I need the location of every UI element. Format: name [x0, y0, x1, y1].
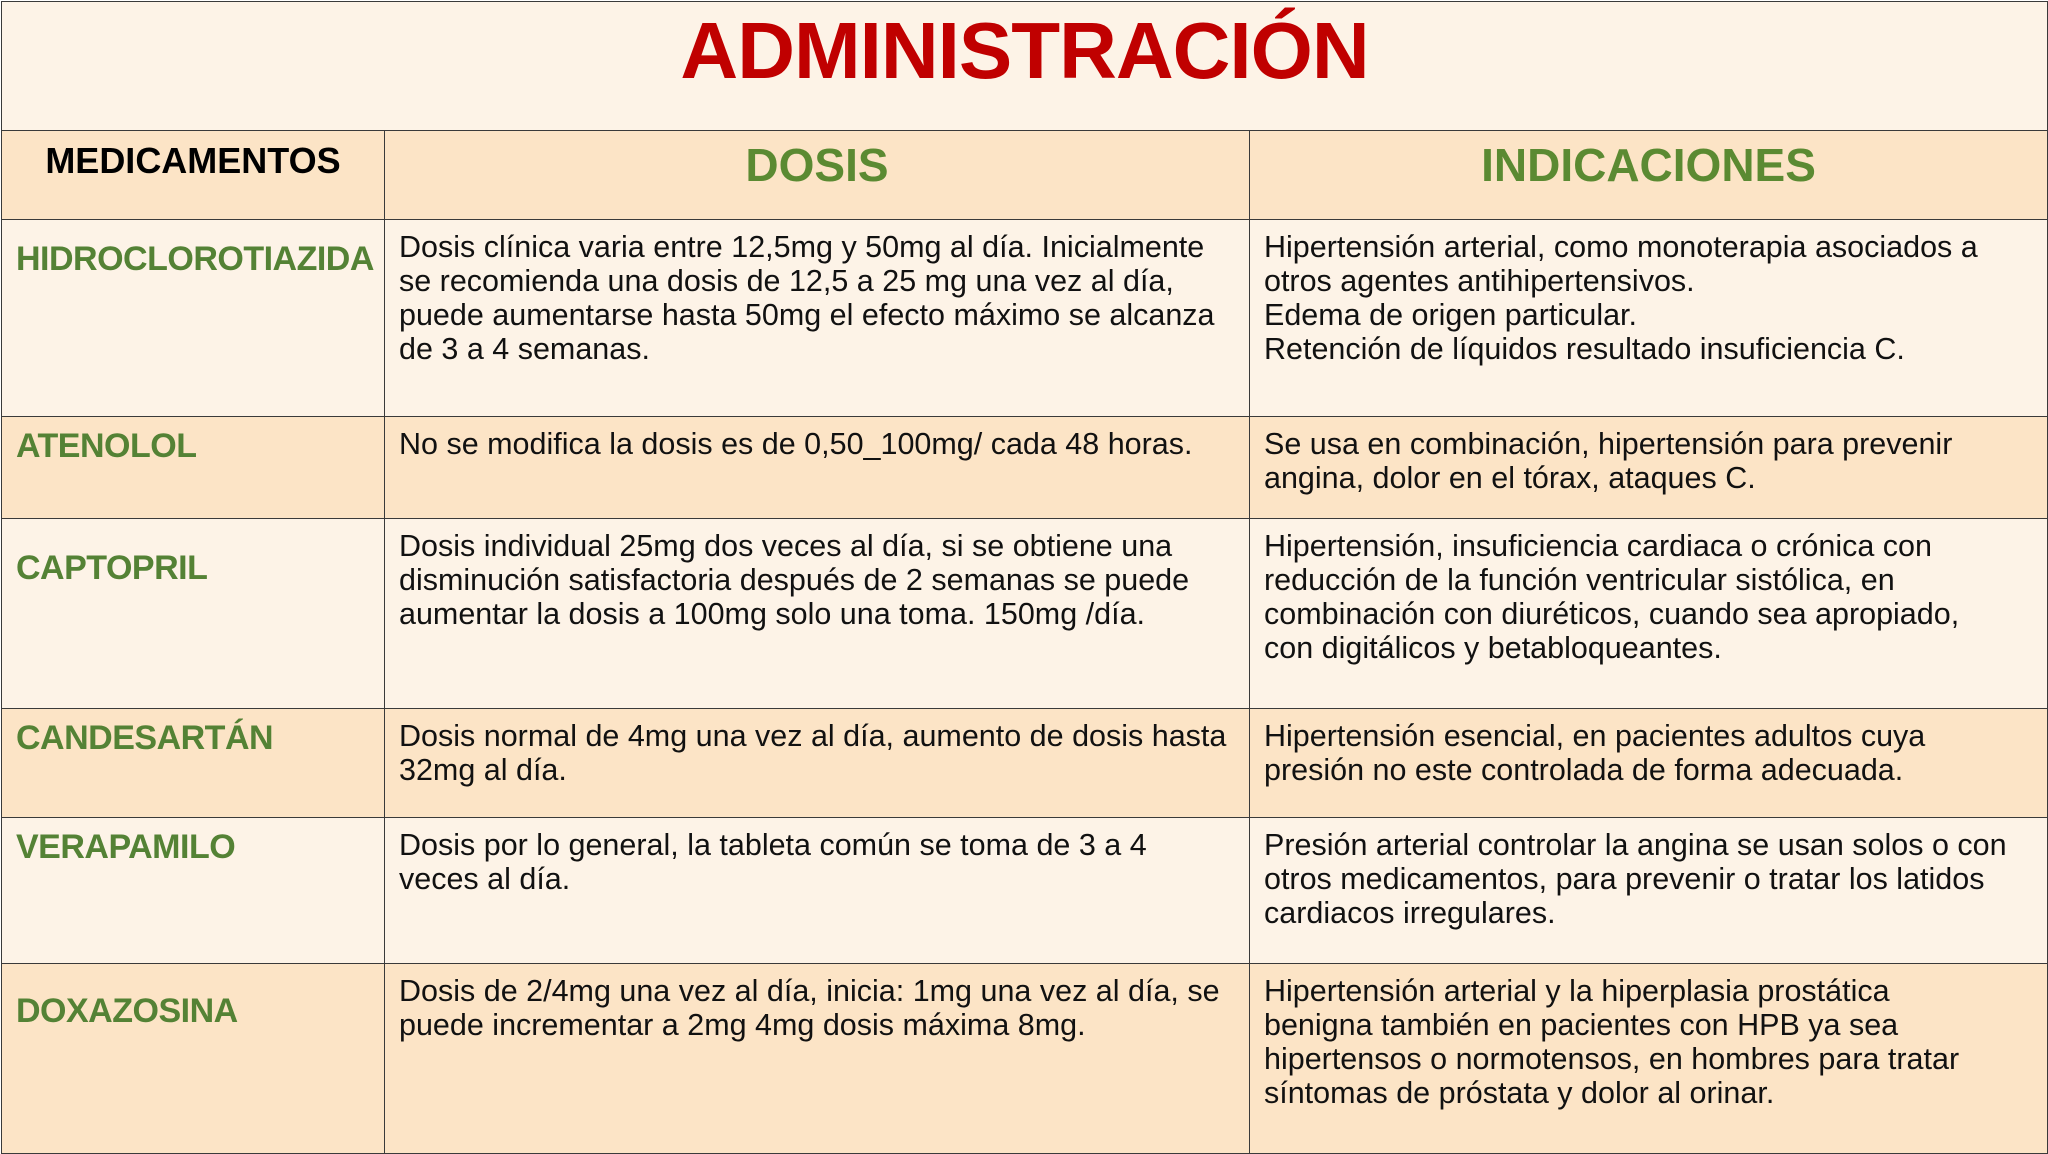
header-dosis: DOSIS — [385, 131, 1250, 220]
indicaciones-cell: Presión arterial controlar la angina se usan solos o con otros medicamentos, para prevenir o tratar los latidos cardiacos irregulares. — [1250, 818, 2048, 964]
dosis-cell: Dosis clínica varia entre 12,5mg y 50mg al día. Inicialmente se recomienda una dosis de 12,5 a 25 mg una vez al día, puede aumentarse hasta 50mg el efecto máximo se alcanza de 3 a 4 semanas. — [385, 220, 1250, 417]
indicaciones-cell: Hipertensión esencial, en pacientes adultos cuya presión no este controlada de forma adecuada. — [1250, 709, 2048, 818]
header-indicaciones: INDICACIONES — [1250, 131, 2048, 220]
table-row — [2, 220, 2048, 417]
table-row — [2, 519, 2048, 709]
slide-title: ADMINISTRACIÓN — [680, 6, 1369, 95]
table-row — [2, 818, 2048, 964]
administration-table — [1, 1, 2048, 1154]
table-row — [2, 709, 2048, 818]
drug-name: HIDROCLOROTIAZIDA — [2, 220, 385, 417]
header-row — [2, 131, 2048, 220]
header-medicamentos: MEDICAMENTOS — [2, 131, 385, 220]
dosis-cell: Dosis normal de 4mg una vez al día, aumento de dosis hasta 32mg al día. — [385, 709, 1250, 818]
indicaciones-cell: Hipertensión arterial y la hiperplasia prostática benigna también en pacientes con HPB ya sea hipertensos o normotensos, en hombres para tratar síntomas de próstata y dolor al orinar. — [1250, 964, 2048, 1154]
indicaciones-cell: Se usa en combinación, hipertensión para prevenir angina, dolor en el tórax, ataques C. — [1250, 417, 2048, 519]
dosis-cell: Dosis de 2/4mg una vez al día, inicia: 1mg una vez al día, se puede incrementar a 2mg 4mg dosis máxima 8mg. — [385, 964, 1250, 1154]
table-row — [2, 417, 2048, 519]
dosis-cell: Dosis individual 25mg dos veces al día, si se obtiene una disminución satisfactoria después de 2 semanas se puede aumentar la dosis a 100mg solo una toma. 150mg /día. — [385, 519, 1250, 709]
dosis-cell: No se modifica la dosis es de 0,50_100mg/ cada 48 horas. — [385, 417, 1250, 519]
drug-name: CANDESARTÁN — [2, 709, 385, 818]
drug-name: DOXAZOSINA — [2, 964, 385, 1154]
table-row — [2, 964, 2048, 1154]
drug-name: ATENOLOL — [2, 417, 385, 519]
drug-name: CAPTOPRIL — [2, 519, 385, 709]
indicaciones-cell: Hipertensión arterial, como monoterapia asociados a otros agentes antihipertensivos. Edema de origen particular. Retención de líquidos resultado insuficiencia C. — [1250, 220, 2048, 417]
dosis-cell: Dosis por lo general, la tableta común se toma de 3 a 4 veces al día. — [385, 818, 1250, 964]
title-cell — [2, 2, 2048, 131]
drug-name: VERAPAMILO — [2, 818, 385, 964]
indicaciones-cell: Hipertensión, insuficiencia cardiaca o crónica con reducción de la función ventricular sistólica, en combinación con diuréticos, cuando sea apropiado, con digitálicos y betabloqueantes. — [1250, 519, 2048, 709]
title-row — [2, 2, 2048, 131]
